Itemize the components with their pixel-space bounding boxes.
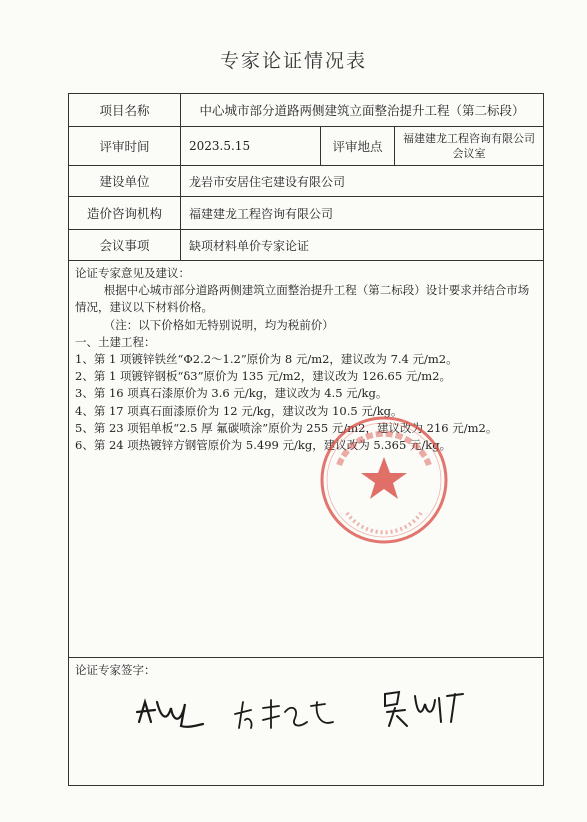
project-name-value: 中心城市部分道路两侧建筑立面整治提升工程（第二标段） (181, 94, 544, 127)
row-builder (69, 166, 544, 197)
signature-label: 论证专家签字： (75, 663, 156, 677)
opinion-item: 4、第 17 项真石面漆原价为 12 元/kg，建议改为 10.5 元/kg。 (75, 403, 403, 418)
review-place-label: 评审地点 (321, 127, 395, 166)
opinion-item: 6、第 24 项热镀锌方钢管原价为 5.499 元/kg，建议改为 5.365 元/kg。 (75, 438, 452, 453)
builder-label: 建设单位 (69, 166, 181, 197)
opinion-heading: 论证专家意见及建议： (75, 266, 190, 280)
opinion-intro: 根据中心城市部分道路两侧建筑立面整治提升工程（第二标段）设计要求并结合市场情况，建议以下材料价格。 (75, 283, 530, 315)
expert-signature-3 (377, 682, 473, 732)
expert-review-form (68, 93, 544, 786)
project-name-label: 项目名称 (69, 94, 181, 127)
review-place-value: 福建建龙工程咨询有限公司会议室 (395, 127, 544, 166)
row-consultant (69, 197, 544, 230)
signature-cell (69, 658, 544, 786)
meeting-label: 会议事项 (69, 230, 181, 261)
consultant-label: 造价咨询机构 (69, 197, 181, 230)
opinion-section: 一、土建工程： (75, 334, 156, 349)
builder-value: 龙岩市安居住宅建设有限公司 (181, 166, 544, 197)
consultant-value: 福建建龙工程咨询有限公司 (181, 197, 544, 230)
company-seal-stamp (317, 413, 451, 547)
row-review-time (69, 127, 544, 166)
meeting-value: 缺项材料单价专家论证 (181, 230, 544, 261)
review-time-label: 评审时间 (69, 127, 181, 166)
row-signature (69, 658, 544, 786)
row-meeting (69, 230, 544, 261)
opinion-item: 5、第 23 项铝单板“2.5 厚 氟碳喷涂”原价为 255 元/m2，建议改为 216 元/m2。 (75, 420, 498, 435)
opinion-item: 1、第 1 项镀锌铁丝“Φ2.2～1.2”原价为 8 元/m2，建议改为 7.4 元/m2。 (75, 352, 458, 367)
opinion-cell (69, 261, 544, 658)
row-project-name (69, 94, 544, 127)
opinion-note: （注：以下价格如无特别说明，均为税前价） (103, 317, 334, 332)
review-time-value: 2023.5.15 (181, 127, 321, 166)
row-opinion (69, 261, 544, 658)
opinion-item: 2、第 1 项镀锌钢板“δ3”原价为 135 元/m2，建议改为 126.65 元/m2。 (75, 369, 451, 384)
expert-signature-2 (229, 692, 339, 736)
document-title: 专家论证情况表 (219, 50, 367, 72)
opinion-item: 3、第 16 项真石漆原价为 3.6 元/kg，建议改为 4.5 元/kg。 (75, 386, 388, 401)
expert-signature-1 (131, 688, 211, 738)
